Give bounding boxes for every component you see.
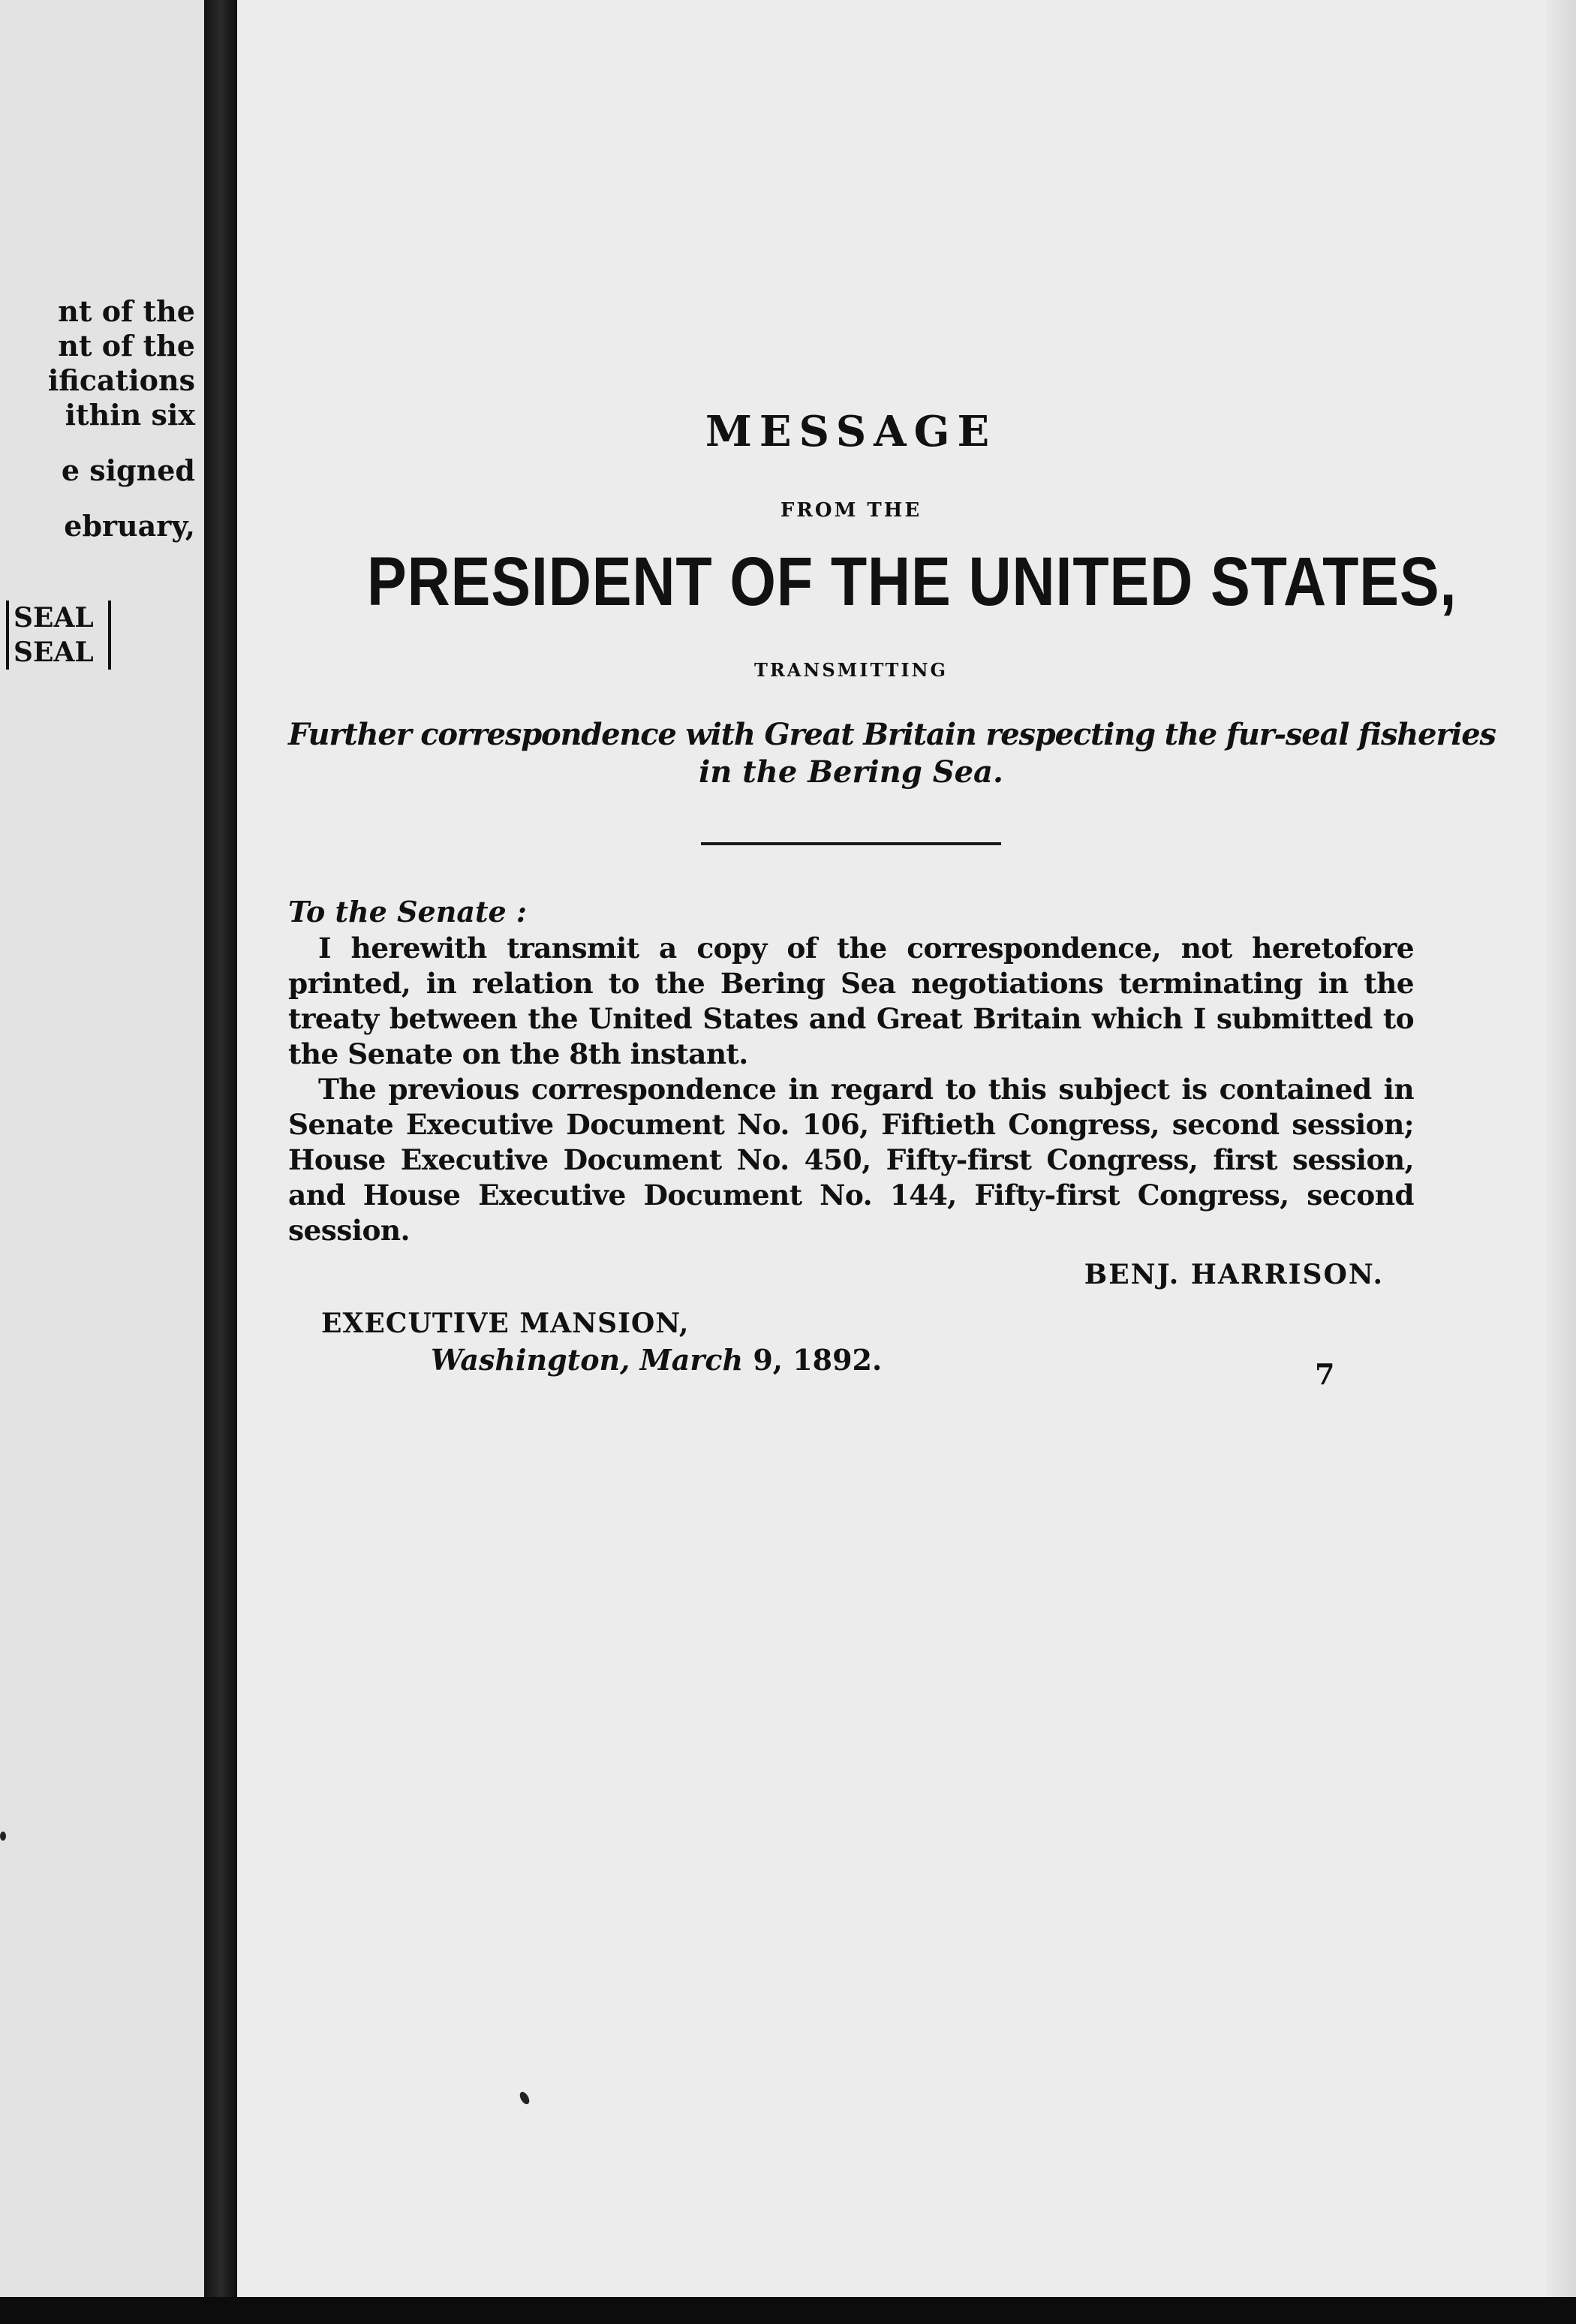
date-city-month: Washington, March: [431, 1343, 744, 1377]
left-fragment-line: nt of the: [58, 329, 195, 363]
seal-label: SEAL: [6, 635, 111, 670]
transmitting-label: TRANSMITTING: [753, 659, 948, 681]
document-title: MESSAGE: [705, 407, 997, 456]
from-the-label: FROM THE: [780, 499, 922, 522]
left-page-text-fragments: [0, 294, 195, 543]
left-fragment-line: ifications: [47, 363, 195, 397]
body-paragraph: The previous correspondence in regard to this subject is contained in Senate Executive Document No. 106, Fiftieth Congress, second session; House Executive Document No. 450, Fifty-first Congress, first session, and House Executive Document No. 144, Fifty-first Congress, second session.: [288, 1073, 1414, 1247]
page-number: 7: [1315, 1357, 1335, 1391]
left-fragment-gap: [0, 432, 195, 453]
seal-label: SEAL: [6, 601, 111, 635]
scan-bottom-edge: [0, 2297, 1576, 2324]
date-day-year: 9, 1892.: [743, 1343, 883, 1377]
subject-line: Further correspondence with Great Britain respecting the fur-seal fisheries: [288, 717, 1496, 752]
signature: BENJ. HARRISON.: [1084, 1259, 1384, 1290]
left-fragment-line: nt of the: [58, 294, 195, 328]
left-fragment-line: ithin six: [65, 398, 195, 432]
place-line: EXECUTIVE MANSION,: [321, 1308, 690, 1339]
body-paragraph: I herewith transmit a copy of the correspondence, not heretofore printed, in relation to the Bering Sea negotiations terminating in the treaty between the United States and Great Britain which I submitted to the Senate on the 8th instant.: [288, 932, 1414, 1070]
president-heading: PRESIDENT OF THE UNITED STATES,: [367, 543, 1457, 620]
left-fragment-gap: [0, 488, 195, 509]
subject-line: in the Bering Sea.: [699, 754, 1003, 790]
page-edge: [1546, 0, 1576, 2297]
salutation: To the Senate :: [288, 895, 527, 929]
date-line: [431, 1341, 1414, 1379]
left-page: [0, 0, 204, 2324]
message-document: [288, 405, 1496, 1379]
scan-speck: [0, 1832, 6, 1841]
left-fragment-line: e signed: [61, 453, 195, 487]
seal-marks: [6, 601, 111, 670]
divider-rule: [701, 842, 1001, 845]
book-gutter: [204, 0, 237, 2324]
left-fragment-line: ebruary,: [64, 509, 195, 543]
subject-heading: [288, 716, 1496, 791]
